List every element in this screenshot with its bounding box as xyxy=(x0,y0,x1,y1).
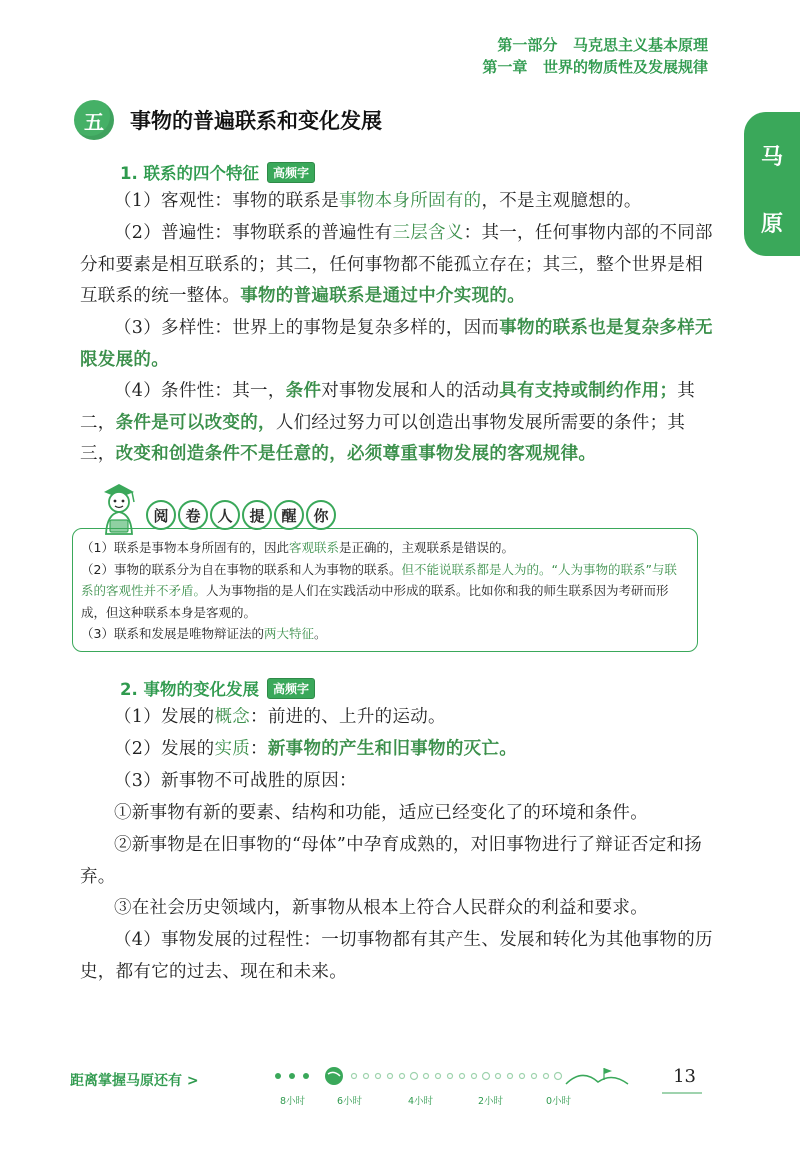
summit-flag-icon xyxy=(566,1075,628,1084)
subheading-2 xyxy=(120,676,315,700)
reminder-item-3 xyxy=(81,623,687,645)
progress-label: 6小时 xyxy=(337,1096,363,1107)
header-chapter: 第一章 世界的物质性及发展规律 xyxy=(482,58,708,76)
running-header xyxy=(482,34,708,78)
paragraph-conditionality xyxy=(80,376,716,471)
text-run: ③在社会历史领域内，新事物从根本上符合人民群众的利益和要求。 xyxy=(114,898,648,918)
progress-label: 0小时 xyxy=(546,1096,572,1107)
text-run: （3）新事物不可战胜的原因： xyxy=(114,771,357,791)
section-heading xyxy=(74,100,382,140)
footer-progress-caption: 距离掌握马原还有 > xyxy=(70,1073,199,1089)
highlight-run: 概念 xyxy=(214,707,251,727)
text-run: ②新事物是在旧事物的“母体”中孕育成熟的，对旧事物进行了辩证否定和扬弃。 xyxy=(80,835,703,887)
text-run: 是正确的，主观联系是错误的。 xyxy=(338,540,514,555)
subheading-1-title: 1. 联系的四个特征 xyxy=(120,164,259,183)
text-run: 人们经过努力可以创造出事物发展所需要的条件；其三， xyxy=(80,412,686,464)
reminder-title xyxy=(146,500,338,530)
progress-dot xyxy=(303,1073,309,1079)
side-tab-char-1: 马 xyxy=(760,145,783,170)
subheading-2-title: 2. 事物的变化发展 xyxy=(120,680,259,699)
reminder-title-char: 提 xyxy=(242,500,272,530)
reminder-title-char: 人 xyxy=(210,500,240,530)
progress-label: 4小时 xyxy=(408,1096,434,1107)
reminder-box xyxy=(72,528,698,652)
paragraph-reason-2 xyxy=(80,830,716,893)
progress-remaining-dots xyxy=(352,1073,562,1080)
highlight-run: 实质 xyxy=(214,739,251,759)
paragraph-reasons-intro xyxy=(80,766,716,798)
text-run: ，不是主观臆想的。 xyxy=(481,191,642,211)
paragraph-objectivity xyxy=(80,186,716,218)
paragraph-essence xyxy=(80,734,716,766)
highlight-run: 事物的普遍联系是通过中介实现的。 xyxy=(240,286,526,306)
side-tab xyxy=(744,112,800,256)
page-number-underline xyxy=(662,1092,702,1094)
text-run: ： xyxy=(250,739,268,759)
reminder-title-char: 阅 xyxy=(146,500,176,530)
section-title: 事物的普遍联系和变化发展 xyxy=(130,109,382,133)
highlight-run: 事物本身所固有的 xyxy=(339,191,482,211)
text-run: （4）条件性：其一， xyxy=(114,381,286,401)
text-run: 。 xyxy=(313,626,327,641)
frequency-tag: 高频字 xyxy=(267,162,315,183)
highlight-run: 具有支持或制约作用； xyxy=(499,381,678,401)
section-number-badge: 五 xyxy=(74,100,114,140)
reminder-title-char: 你 xyxy=(306,500,336,530)
highlight-run: 条件是可以改变的， xyxy=(115,412,276,433)
highlight-run: 条件 xyxy=(285,381,322,401)
paragraph-concept xyxy=(80,702,716,734)
reminder-item-2 xyxy=(81,559,687,624)
progress-current-marker xyxy=(325,1067,343,1085)
subheading-1 xyxy=(120,160,315,184)
text-run: （2）事物的联系分为自在事物的联系和人为事物的联系。 xyxy=(81,561,402,577)
highlight-run: 客观联系 xyxy=(288,540,339,555)
frequency-tag: 高频字 xyxy=(267,678,315,699)
reminder-item-1 xyxy=(81,537,687,559)
highlight-run: 但不能说联系都是人为的。“人为事物的联系”与联系的客观性并不矛盾。 xyxy=(81,561,677,598)
paragraph-reason-3 xyxy=(80,893,716,925)
header-part: 第一部分 马克思主义基本原理 xyxy=(497,36,708,54)
text-run: 对事物发展和人的活动 xyxy=(321,381,500,401)
highlight-run: 事物的联系也是复杂多样无限发展的。 xyxy=(80,318,713,370)
text-run: （4）事物发展的过程性：一切事物都有其产生、发展和转化为其他事物的历史，都有它的过去、现在和未来。 xyxy=(80,930,713,982)
paragraph-reason-1 xyxy=(80,798,716,830)
reminder-title-char: 醒 xyxy=(274,500,304,530)
text-run: ①新事物有新的要素、结构和功能，适应已经变化了的环境和条件。 xyxy=(114,803,648,823)
highlight-run: 新事物的产生和旧事物的灭亡。 xyxy=(267,739,518,759)
text-run: （3）多样性：世界上的事物是复杂多样的，因而 xyxy=(114,318,500,338)
paragraph-process xyxy=(80,925,716,988)
progress-label: 8小时 xyxy=(280,1096,306,1107)
text-run: （2）普遍性：事物联系的普遍性有 xyxy=(114,223,393,243)
study-progress-track xyxy=(262,1064,642,1114)
page-number: 13 xyxy=(673,1066,696,1087)
highlight-run: 三层含义 xyxy=(392,223,464,243)
text-run: ：其一，任何事物内部的不同部分和要素是相互联系的；其二，任何事物都不能孤立存在；其三，整个世界是相互联系的统一整体。 xyxy=(80,223,713,306)
text-run: 人为事物指的是人们在实践活动中形成的联系。比如你和我的师生联系因为考研而形成，但这种联系本身是客观的。 xyxy=(81,583,669,620)
highlight-run: 改变和创造条件不是任意的，必须尊重事物发展的客观规律。 xyxy=(115,444,597,464)
reminder-title-char: 卷 xyxy=(178,500,208,530)
progress-dot xyxy=(275,1073,281,1079)
text-run: （1）客观性：事物的联系是 xyxy=(114,191,340,211)
progress-label: 2小时 xyxy=(478,1096,504,1107)
highlight-run: 两大特征 xyxy=(263,626,314,641)
text-run: （3）联系和发展是唯物辩证法的 xyxy=(81,626,264,641)
text-run: ：前进的、上升的运动。 xyxy=(250,707,446,727)
text-run: （1）发展的 xyxy=(114,707,215,727)
text-run: 其二， xyxy=(80,381,696,433)
side-tab-char-2: 原 xyxy=(760,212,783,237)
progress-dot xyxy=(289,1073,295,1079)
text-run: （1）联系是事物本身所固有的，因此 xyxy=(81,540,289,555)
text-run: （2）发展的 xyxy=(114,739,215,759)
paragraph-diversity xyxy=(80,313,716,376)
paragraph-universality xyxy=(80,218,716,313)
